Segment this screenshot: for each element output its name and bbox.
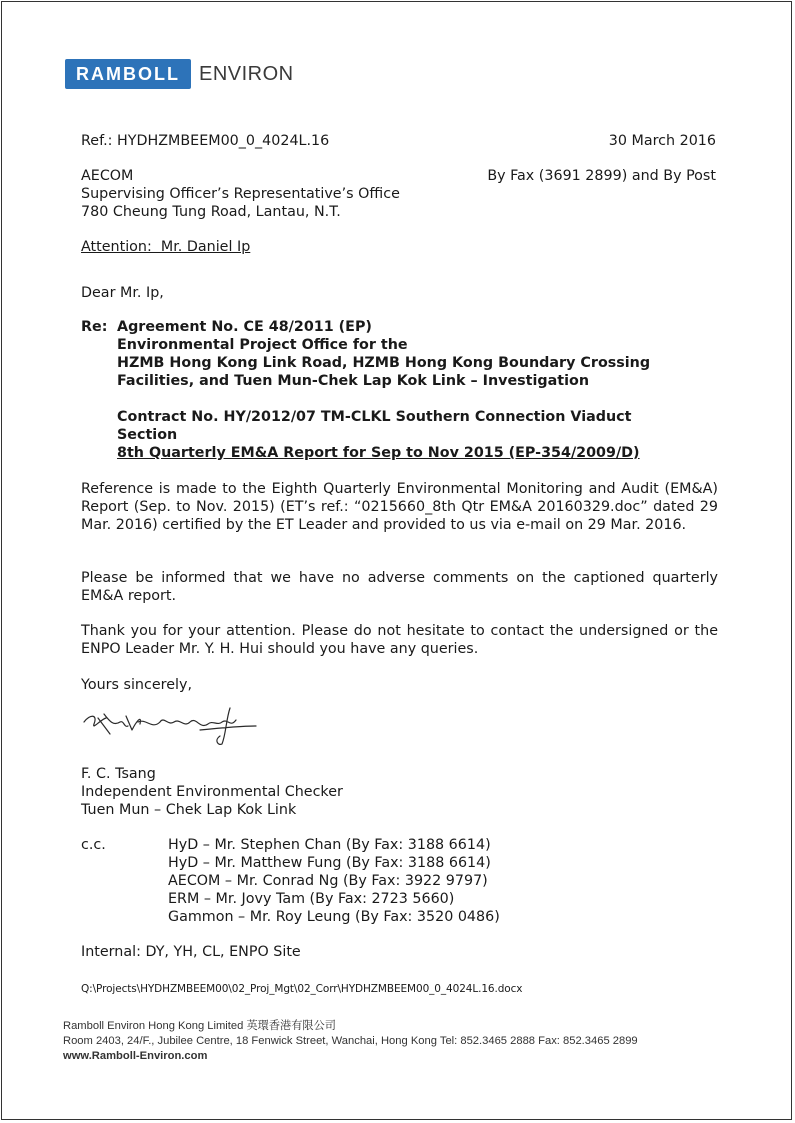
contract-block [117,408,640,462]
subject-line: Environmental Project Office for the [117,337,408,353]
attention-line: Attention: Mr. Daniel Ip [81,239,251,255]
footer-address: Room 2403, 24/F., Jubilee Centre, 18 Fenwick Street, Wanchai, Hong Kong Tel: 852.3465 2888 Fax: 852.3465 2899 [63,1035,638,1047]
contract-line: Contract No. HY/2012/07 TM-CLKL Southern Connection Viaduct [117,409,632,425]
cc-item: Gammon – Mr. Roy Leung (By Fax: 3520 0486) [168,909,500,925]
logo-brand: RAMBOLL [65,59,191,89]
signer-name: F. C. Tsang [81,766,156,782]
addressee-line: 780 Cheung Tung Road, Lantau, N.T. [81,204,341,220]
subject-line: HZMB Hong Kong Link Road, HZMB Hong Kong Boundary Crossing [117,355,651,371]
logo-suffix: ENVIRON [198,62,294,85]
addressee-line: AECOM [81,168,134,184]
report-title: 8th Quarterly EM&A Report for Sep to Nov 2015 (EP-354/2009/D) [117,445,640,461]
addressee-block [81,167,400,221]
file-path: Q:\Projects\HYDHZMBEEM00\02_Proj_Mgt\02_Corr\HYDHZMBEEM00_0_4024L.16.docx [81,983,523,995]
salutation: Dear Mr. Ip, [81,285,164,301]
addressee-line: Supervising Officer’s Representative’s Office [81,186,400,202]
cc-label: c.c. [81,837,106,853]
closing: Yours sincerely, [81,677,192,693]
signer-title: Independent Environmental Checker [81,784,343,800]
cc-item: AECOM – Mr. Conrad Ng (By Fax: 3922 9797) [168,873,488,889]
body-paragraph-3: Thank you for your attention. Please do not hesitate to contact the undersigned or the ENPO Leader Mr. Y. H. Hui should you have any queries. [81,623,718,657]
subject-label: Re: [81,319,108,335]
cc-item: ERM – Mr. Jovy Tam (By Fax: 2723 5660) [168,891,455,907]
footer-company: Ramboll Environ Hong Kong Limited 英環香港有限公司 [63,1020,336,1032]
subject-line: Agreement No. CE 48/2011 (EP) [117,319,372,335]
subject-line: Facilities, and Tuen Mun-Chek Lap Kok Link – Investigation [117,373,589,389]
letter-date: 30 March 2016 [608,133,716,149]
cc-list [168,836,500,926]
signature [80,700,260,750]
company-logo [65,59,294,89]
signer-block [81,765,343,819]
cc-item: HyD – Mr. Stephen Chan (By Fax: 3188 6614) [168,837,491,853]
footer-website[interactable]: www.Ramboll-Environ.com [63,1050,208,1062]
cc-item: HyD – Mr. Matthew Fung (By Fax: 3188 6614) [168,855,491,871]
subject-block [117,318,650,390]
signer-project: Tuen Mun – Chek Lap Kok Link [81,802,297,818]
internal-distribution: Internal: DY, YH, CL, ENPO Site [81,944,301,960]
body-paragraph-2: Please be informed that we have no adverse comments on the captioned quarterly EM&A report. [81,570,718,604]
delivery-method: By Fax (3691 2899) and By Post [487,168,716,184]
reference-number: Ref.: HYDHZMBEEM00_0_4024L.16 [81,133,330,149]
footer [63,1019,638,1064]
contract-line: Section [117,427,178,443]
body-paragraph-1: Reference is made to the Eighth Quarterly Environmental Monitoring and Audit (EM&A) Report (Sep. to Nov. 2015) (ET’s ref.: “0215660_8th Qtr EM&A 20160329.doc” dated 29 Mar. 2016) certified by the ET Leader and provided to us via e-mail on 29 Mar. 2016. [81,481,718,533]
